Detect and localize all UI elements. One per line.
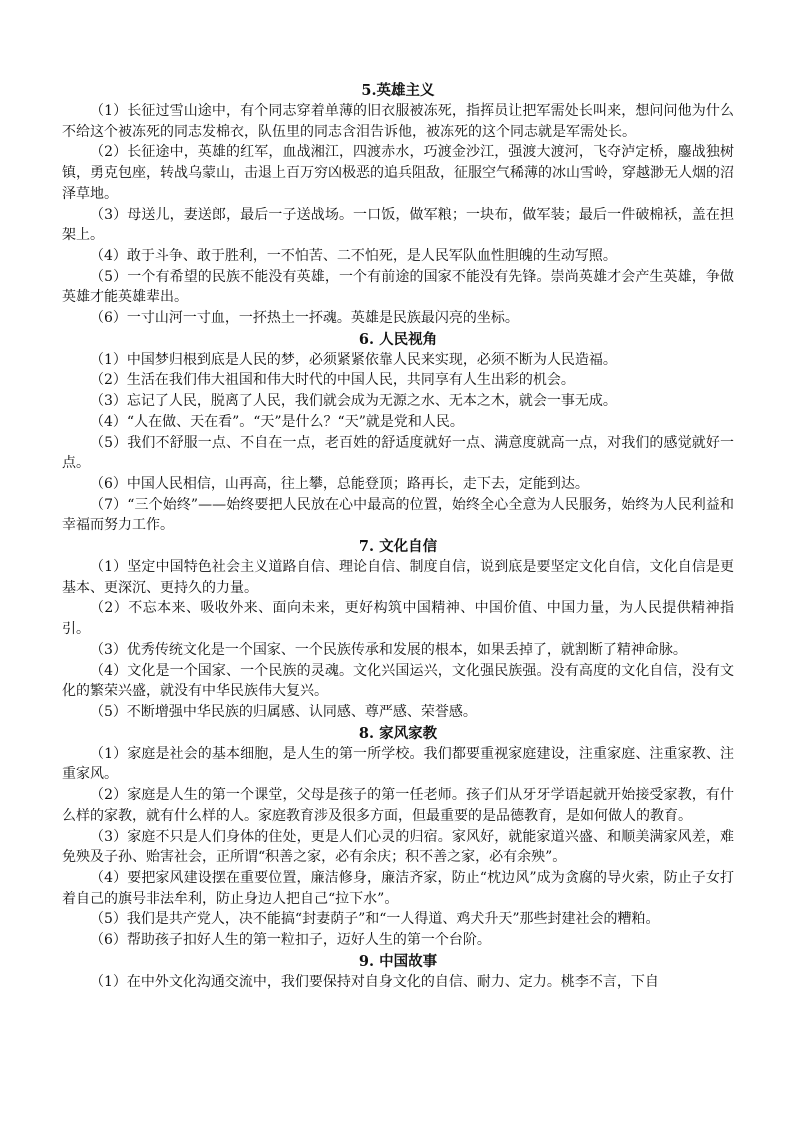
paragraph: （2）不忘本来、吸收外来、面向未来，更好构筑中国精神、中国价值、中国力量，为人民提供精神指引。 (62, 600, 734, 638)
paragraph: （3）母送儿，妻送郎，最后一子送战场。一口饭，做军粮；一块布，做军装；最后一件破棉袄，盖在担架上。 (62, 206, 734, 244)
paragraph: （3）优秀传统文化是一个国家、一个民族传承和发展的根本，如果丢掉了，就割断了精神命脉。 (90, 641, 687, 658)
paragraph: （1）家庭是社会的基本细胞，是人生的第一所学校。我们都要重视家庭建设，注重家庭、注重家教、注重家风。 (62, 745, 734, 783)
paragraph: （1）中国梦归根到底是人民的梦，必须紧紧依靠人民来实现，必须不断为人民造福。 (90, 351, 617, 368)
section-heading: 6. 人民视角 (358, 330, 438, 348)
paragraph: （1）在中外文化沟通交流中，我们要保持对自身文化的自信、耐力、定力。桃李不言，下自 (90, 973, 659, 990)
paragraph: （4）文化是一个国家、一个民族的灵魂。文化兴国运兴，文化强民族强。没有高度的文化自信，没有文化的繁荣兴盛，就没有中华民族伟大复兴。 (62, 662, 734, 700)
section-heading: 8. 家风家教 (358, 724, 438, 742)
paragraph: （1）坚定中国特色社会主义道路自信、理论自信、制度自信，说到底是要坚定文化自信，文化自信是更基本、更深沉、更持久的力量。 (62, 559, 734, 596)
paragraph: （2）生活在我们伟大祖国和伟大时代的中国人民，共同享有人生出彩的机会。 (90, 372, 575, 389)
section-heading: 5.英雄主义 (361, 82, 435, 99)
paragraph: （5）不断增强中华民族的归属感、认同感、尊严感、荣誉感。 (90, 703, 477, 720)
paragraph: （1）长征过雪山途中，有个同志穿着单薄的旧衣服被冻死，指挥员让把军需处长叫来，想问问他为什么不给这个被冻死的同志发棉衣，队伍里的同志含泪告诉他，被冻死的这个同志就是军需处长。 (62, 103, 734, 140)
paragraph: （4）“人在做、天在看”。“天”是什么？“天”就是党和人民。 (90, 413, 464, 430)
paragraph: （3）家庭不只是人们身体的住处，更是人们心灵的归宿。家风好，就能家道兴盛、和顺美满家风差，难免殃及子孙、贻害社会，正所谓“积善之家，必有余庆；积不善之家，必有余殃”。 (62, 828, 734, 866)
paragraph: （6）帮助孩子扣好人生的第一粒扣子，迈好人生的第一个台阶。 (90, 932, 491, 949)
paragraph: （2）家庭是人生的第一个课堂，父母是孩子的第一任老师。孩子们从牙牙学语起就开始接受家教，有什么样的家教，就有什么样的人。家庭教育涉及很多方面，但最重要的是品德教育，是如何做人的教育。 (62, 787, 734, 824)
paragraph: （7）“三个始终”——始终要把人民放在心中最高的位置，始终全心全意为人民服务，始终为人民利益和幸福而努力工作。 (62, 496, 734, 534)
paragraph: （2）长征途中，英雄的红军，血战湘江，四渡赤水，巧渡金沙江，强渡大渡河，飞夺泸定桥，鏖战独树镇，勇克包座，转战乌蒙山，击退上百万穷凶极恶的追兵阻敌，征服空气稀薄的冰山雪岭，穿越渺无人烟的沼泽草地。 (62, 144, 734, 202)
paragraph: （4）敢于斗争、敢于胜利，一不怕苦、二不怕死，是人民军队血性胆魄的生动写照。 (90, 247, 617, 264)
paragraph: （5）我们不舒服一点、不自在一点，老百姓的舒适度就好一点、满意度就高一点，对我们的感觉就好一点。 (62, 434, 734, 472)
document-page (62, 80, 734, 992)
paragraph: （5）一个有希望的民族不能没有英雄，一个有前途的国家不能没有先锋。崇尚英雄才会产生英雄，争做英雄才能英雄辈出。 (62, 268, 734, 306)
section-heading: 9. 中国故事 (358, 952, 438, 970)
section-heading: 7. 文化自信 (358, 538, 438, 556)
paragraph: （5）我们是共产党人，决不能搞“封妻荫子”和“一人得道、鸡犬升天”那些封建社会的糟粕。 (90, 911, 660, 928)
paragraph: （3）忘记了人民，脱离了人民，我们就会成为无源之水、无本之木，就会一事无成。 (90, 393, 617, 410)
paragraph: （6）中国人民相信，山再高，往上攀，总能登顶；路再长，走下去，定能到达。 (90, 475, 589, 492)
paragraph: （6）一寸山河一寸血，一抔热土一抔魂。英雄是民族最闪亮的坐标。 (90, 310, 519, 327)
paragraph: （4）要把家风建设摆在重要位置，廉洁修身，廉洁齐家，防止“枕边风”成为贪腐的导火索，防止子女打着自己的旗号非法牟利，防止身边人把自己“拉下水”。 (62, 869, 734, 907)
